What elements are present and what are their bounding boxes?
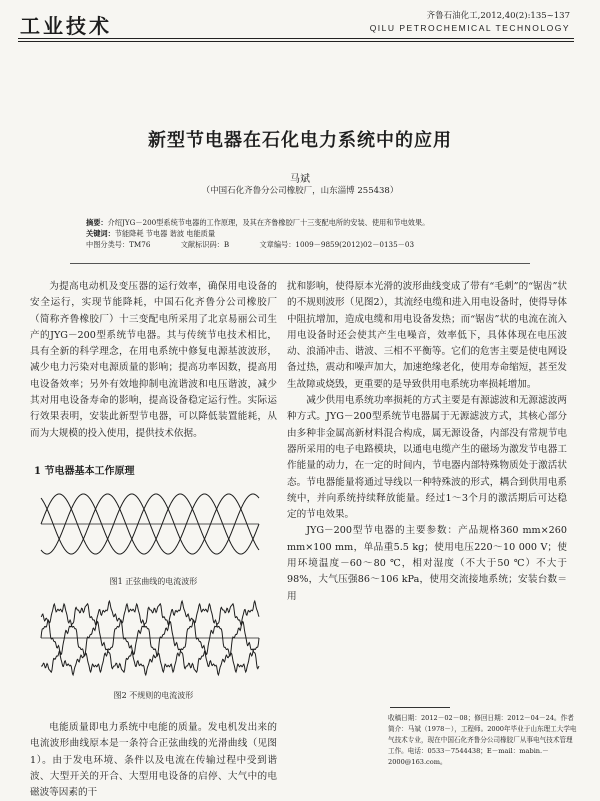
abstract-label: 摘要： <box>86 218 108 227</box>
right-paragraph-1: 扰和影响，使得原本光滑的波形曲线变成了带有“毛刺”的“锯齿”状的不规则波形（见图2），其流经电缆和进入用电设备时，使得导体中阻抗增加，造成电缆和用电设备发热；而“锯齿”状的电流在流入用电设备时还会使其产生电噪音，效率低下，具体体现在电压波动、浪涌冲击、谐波、三相不平衡等。它们的危害主要是使电网设备过热，震动和噪声加大，加速绝缘老化，使用寿命缩短，甚至发生故障或烧毁，更重要的是导致供用电系统功率损耗增加。 <box>287 281 567 390</box>
right-column <box>287 279 567 605</box>
right-paragraph-2: 减少供用电系统功率损耗的方式主要是有源滤波和无源滤波两种方式。JYG－200型系统节电器属于无源滤波方式，其核心部分由多种非金属高新材料混合构成，属无源设备，内部没有常规节电器所采用的电子电路模块，以通电电缆产生的磁场为激发节电器工作能量的动力，在一定的时间内，节电器内部特殊物质处于激活状态。节电器能量将通过导线以一种特殊波的形式，耦合到供用电系统中，并向系统持续释放能量。经过1～3个月的激活期后可达稳定的节电效果。 <box>287 395 567 521</box>
abstract <box>86 217 516 228</box>
figure-1 <box>35 484 265 564</box>
intro-paragraph: 为提高电动机及变压器的运行效率，确保用电设备的安全运行，实现节能降耗，中国石化齐鲁分公司橡胶厂（简称齐鲁橡胶厂）十三变配电所采用了北京易丽公司生产的JYG－200型系统节电器。其与传统节电技术相比，具有全新的科学理念，在用电系统中修复电源基波波形，减少电力污染对电源质量的影响；提高功率因数，提高用电设备效率；另外有效地抑制电流谐波和电压谐波，减少其对用电设备寿命的影响，提高设备稳定运行性。实际运行效果表明，安装此新型节电器，可以降低装置能耗，从而为大规模的投入使用，提供技术依据。 <box>30 281 277 439</box>
affiliation: （中国石化齐鲁分公司橡胶厂，山东淄博 255438） <box>201 186 399 196</box>
clc-code: 中图分类号：TM76 <box>86 240 151 249</box>
figure-2 <box>35 598 265 678</box>
figure-1-chart <box>35 484 265 564</box>
meta-row <box>86 239 516 250</box>
power-quality-paragraph: 电能质量即电力系统中电能的质量。发电机发出来的电流波形曲线原本是一条符合正弦曲线的光滑曲线（见图1）。由于发电环境、条件以及电流在传输过程中受到谐波、大型开关的开合、大型用电设备的启停、大气中的电磁波等因素的干 <box>30 722 277 799</box>
left-column <box>30 279 277 442</box>
figure-2-chart <box>35 598 265 678</box>
header-rule-thin <box>18 41 574 42</box>
abstract-rule <box>70 263 530 264</box>
keywords <box>86 228 516 239</box>
footnote-rule <box>390 707 450 708</box>
figure-1-caption: 图1 正弦曲线的电流波形 <box>109 577 198 586</box>
abstract-text: 介绍JYG－200型系统节电器的工作原理，及其在齐鲁橡胶厂十三变配电所的安装、使用和节电效果。 <box>107 218 430 227</box>
abstract-block <box>86 217 516 250</box>
right-paragraph-3: JYG－200型节电器的主要参数：产品规格360 mm×260 mm×100 mm，单品重5.5 kg；使用电压220～10 000 V；使用环境温度－60～80 ℃，相对湿度（不大于50 ℃）不大于98%，大气压强86～106 kPa，使用交流接地系统；安装台数＝用 <box>287 525 567 602</box>
figure-2-caption: 图2 不规则的电流波形 <box>113 691 194 700</box>
journal-en: QILU PETROCHEMICAL TECHNOLOGY <box>369 23 570 33</box>
header-journal <box>370 10 570 34</box>
paper-title: 新型节电器在石化电力系统中的应用 <box>148 130 452 151</box>
article-id: 文章编号：1009－9859(2012)02－0135－03 <box>259 240 415 249</box>
keywords-label: 关键词： <box>86 229 115 238</box>
footnote: 收稿日期：2012－02－08；修回日期：2012－04－24。作者简介：马斌（1978－），工程师。2000年毕业于山东理工大学电气技术专业，现在中国石化齐鲁分公司橡胶厂从事电气技术管理工作。电话：0533－7544438；E－mail：mabin.－2000@163.com。 <box>388 714 577 766</box>
left-bottom-text <box>30 720 277 801</box>
keywords-text: 节能降耗 节电器 谐波 电能质量 <box>114 229 216 238</box>
author: 马斌 <box>290 174 310 185</box>
header-rule <box>18 38 574 39</box>
journal-cn: 齐鲁石油化工,2012,40(2):135~137 <box>426 11 570 21</box>
header-section: 工业技术 <box>20 14 112 38</box>
section-heading: 1 节电器基本工作原理 <box>34 466 135 477</box>
doc-code: 文献标识码：B <box>180 240 230 249</box>
